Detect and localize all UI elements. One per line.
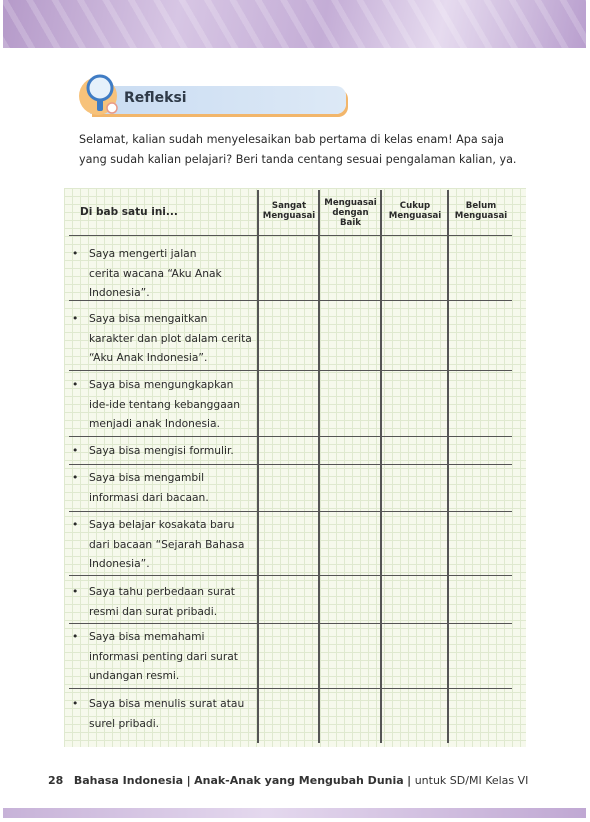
page-footer <box>48 774 528 787</box>
row-statement: Saya bisa menulis surat atau surel pribadi. <box>89 697 245 730</box>
bullet: • <box>72 630 79 643</box>
footer-book-title: Anak-Anak yang Mengubah Dunia <box>194 774 404 787</box>
row-statement: Saya bisa mengaitkan karakter dan plot dalam cerita “Aku Anak Indonesia”. <box>89 312 252 365</box>
footer-decoration <box>3 808 586 818</box>
footer-level: untuk SD/MI Kelas VI <box>414 774 529 787</box>
table-divider <box>69 370 512 371</box>
table-divider <box>69 623 512 624</box>
bullet: • <box>72 697 79 710</box>
row-statement: Saya bisa memahami informasi penting dari surat undangan resmi. <box>89 630 238 683</box>
bullet: • <box>72 378 79 391</box>
row-statement: Saya bisa mengisi formulir. <box>89 444 234 457</box>
bullet: • <box>72 585 79 598</box>
column-header: Menguasai dengan Baik <box>324 198 377 228</box>
footer-separator: | <box>407 774 412 787</box>
table-divider <box>69 436 512 437</box>
page-number: 28 <box>48 774 64 787</box>
footer-subject: Bahasa Indonesia <box>73 774 184 787</box>
row-statement: Saya mengerti jalan cerita wacana “Aku Anak Indonesia”. <box>89 247 222 300</box>
bullet: • <box>72 247 79 260</box>
bullet: • <box>72 471 79 484</box>
section-title: Refleksi <box>124 90 187 106</box>
table-divider <box>380 190 382 743</box>
table-divider <box>257 190 259 743</box>
magnifier-mascot-icon <box>76 70 124 118</box>
row-statement: Saya tahu perbedaan surat resmi dan surat pribadi. <box>89 585 235 618</box>
table-header-main: Di bab satu ini... <box>80 206 178 218</box>
table-divider <box>69 575 512 576</box>
intro-paragraph: Selamat, kalian sudah menyelesaikan bab pertama di kelas enam! Apa saja yang sudah kalian pelajari? Beri tanda centang sesuai pengalaman kalian, ya. <box>79 133 517 166</box>
table-divider <box>69 235 512 236</box>
footer-separator: | <box>186 774 191 787</box>
table-divider <box>69 688 512 689</box>
column-header: Cukup Menguasai <box>388 201 442 221</box>
bullet: • <box>72 312 79 325</box>
bullet: • <box>72 444 79 457</box>
row-statement: Saya bisa mengambil informasi dari bacaan. <box>89 471 209 504</box>
table-divider <box>447 190 449 743</box>
column-header: Belum Menguasai <box>454 201 508 221</box>
section-banner <box>90 86 346 114</box>
column-header: Sangat Menguasai <box>262 201 316 221</box>
table-divider <box>69 511 512 512</box>
row-statement: Saya bisa mengungkapkan ide-ide tentang kebanggaan menjadi anak Indonesia. <box>89 378 241 431</box>
table-divider <box>69 464 512 465</box>
table-divider <box>318 190 320 743</box>
row-statement: Saya belajar kosakata baru dari bacaan “Sejarah Bahasa Indonesia”. <box>89 518 245 571</box>
header-decoration <box>3 0 586 48</box>
bullet: • <box>72 518 79 531</box>
